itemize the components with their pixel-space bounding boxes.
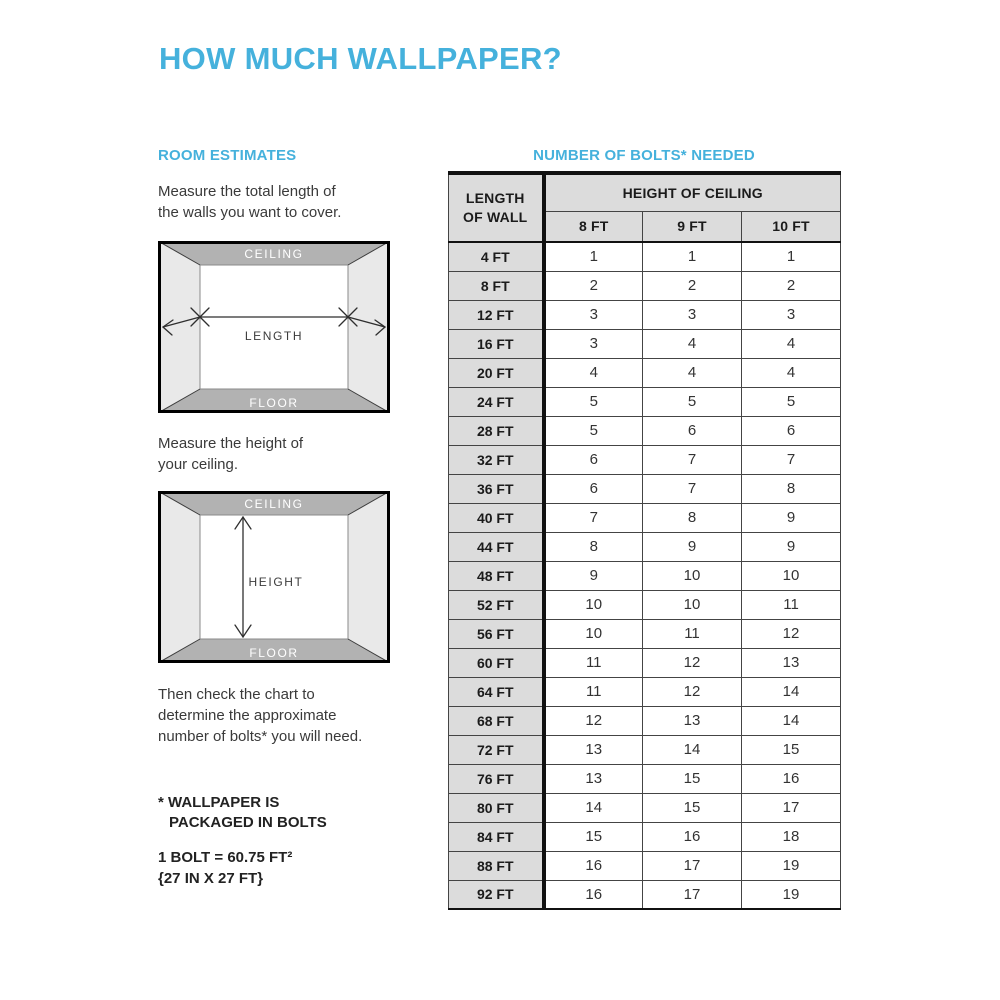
wall-length-cell: 92 FT	[449, 880, 544, 909]
wall-length-cell: 16 FT	[449, 329, 544, 358]
bolts-count-cell: 13	[742, 648, 841, 677]
text-line: the walls you want to cover.	[158, 204, 342, 221]
bolts-count-cell: 17	[643, 880, 742, 909]
wall-length-cell: 32 FT	[449, 445, 544, 474]
wall-length-cell: 76 FT	[449, 764, 544, 793]
bolts-count-cell: 5	[544, 416, 643, 445]
table-row	[449, 590, 841, 619]
floor-label: FLOOR	[249, 396, 299, 410]
wall-length-cell: 40 FT	[449, 503, 544, 532]
bolts-count-cell: 4	[544, 358, 643, 387]
room-estimates-heading: ROOM ESTIMATES	[158, 147, 297, 164]
bolts-count-cell: 1	[742, 242, 841, 271]
table-row	[449, 329, 841, 358]
bolts-count-cell: 12	[643, 677, 742, 706]
wall-length-cell: 24 FT	[449, 387, 544, 416]
wall-length-cell: 72 FT	[449, 735, 544, 764]
table-row	[449, 764, 841, 793]
ceiling-label: CEILING	[244, 497, 304, 511]
bolts-count-cell: 12	[544, 706, 643, 735]
wall-length-cell: 44 FT	[449, 532, 544, 561]
bolts-count-cell: 14	[643, 735, 742, 764]
col-header-8ft: 8 FT	[544, 211, 643, 242]
col-header-10ft: 10 FT	[742, 211, 841, 242]
table-row	[449, 619, 841, 648]
bolts-count-cell: 16	[643, 822, 742, 851]
bolts-count-cell: 6	[643, 416, 742, 445]
bolts-count-cell: 6	[742, 416, 841, 445]
text-line: {27 IN X 27 FT}	[158, 870, 264, 887]
wall-length-cell: 4 FT	[449, 242, 544, 271]
bolts-count-cell: 9	[742, 532, 841, 561]
bolts-count-cell: 6	[544, 445, 643, 474]
bolts-count-cell: 2	[742, 271, 841, 300]
wall-length-cell: 12 FT	[449, 300, 544, 329]
bolts-count-cell: 5	[742, 387, 841, 416]
col-header-9ft: 9 FT	[643, 211, 742, 242]
table-row	[449, 242, 841, 271]
bolts-count-cell: 11	[544, 648, 643, 677]
bolts-count-cell: 15	[643, 793, 742, 822]
bolts-count-cell: 18	[742, 822, 841, 851]
bolts-count-cell: 7	[643, 474, 742, 503]
bolts-count-cell: 14	[742, 706, 841, 735]
bolts-count-cell: 5	[643, 387, 742, 416]
step3-text	[158, 684, 362, 747]
wall-length-cell: 64 FT	[449, 677, 544, 706]
bolts-count-cell: 1	[544, 242, 643, 271]
table-row	[449, 735, 841, 764]
bolts-count-cell: 4	[643, 329, 742, 358]
table-row	[449, 793, 841, 822]
table-row	[449, 300, 841, 329]
right-wall	[348, 491, 390, 663]
bolts-count-cell: 7	[643, 445, 742, 474]
bolts-count-cell: 3	[544, 300, 643, 329]
text-line: determine the approximate	[158, 707, 337, 724]
bolts-count-cell: 11	[544, 677, 643, 706]
back-wall	[200, 265, 348, 389]
bolts-count-cell: 10	[544, 590, 643, 619]
wall-length-cell: 20 FT	[449, 358, 544, 387]
table-row	[449, 880, 841, 909]
text-line: * WALLPAPER IS	[158, 794, 280, 811]
wall-length-cell: 36 FT	[449, 474, 544, 503]
floor-label: FLOOR	[249, 646, 299, 660]
bolts-count-cell: 16	[742, 764, 841, 793]
wall-length-cell: 80 FT	[449, 793, 544, 822]
text-line: PACKAGED IN BOLTS	[169, 814, 327, 831]
bolts-count-cell: 15	[643, 764, 742, 793]
bolts-table-heading: NUMBER OF BOLTS* NEEDED	[533, 147, 755, 164]
bolts-count-cell: 8	[742, 474, 841, 503]
wall-length-cell: 48 FT	[449, 561, 544, 590]
bolts-count-cell: 10	[643, 561, 742, 590]
bolts-count-cell: 12	[742, 619, 841, 648]
table-row	[449, 532, 841, 561]
wall-length-cell: 68 FT	[449, 706, 544, 735]
ceiling-label: CEILING	[244, 247, 304, 261]
bolt-size-note	[158, 847, 292, 889]
bolts-count-cell: 4	[742, 329, 841, 358]
bolts-count-cell: 7	[544, 503, 643, 532]
bolts-count-cell: 15	[742, 735, 841, 764]
text-line: Measure the height of	[158, 435, 304, 452]
bolts-count-cell: 13	[643, 706, 742, 735]
bolts-count-cell: 5	[544, 387, 643, 416]
text-line: Then check the chart to	[158, 686, 315, 703]
wall-length-cell: 88 FT	[449, 851, 544, 880]
table-row	[449, 677, 841, 706]
bolts-count-cell: 15	[544, 822, 643, 851]
bolts-count-cell: 1	[643, 242, 742, 271]
table-row	[449, 851, 841, 880]
bolts-count-cell: 10	[544, 619, 643, 648]
left-wall	[158, 491, 200, 663]
bolts-count-cell: 11	[742, 590, 841, 619]
bolts-count-cell: 3	[544, 329, 643, 358]
page-title: HOW MUCH WALLPAPER?	[159, 41, 562, 76]
wall-length-cell: 84 FT	[449, 822, 544, 851]
bolts-count-cell: 9	[742, 503, 841, 532]
bolts-count-cell: 16	[544, 851, 643, 880]
bolts-count-cell: 17	[643, 851, 742, 880]
bolts-count-cell: 13	[544, 735, 643, 764]
bolts-count-cell: 9	[544, 561, 643, 590]
bolts-count-cell: 16	[544, 880, 643, 909]
wall-length-cell: 8 FT	[449, 271, 544, 300]
table-row	[449, 271, 841, 300]
bolts-footnote	[158, 793, 327, 833]
bolts-table	[448, 171, 841, 910]
bolts-count-cell: 3	[742, 300, 841, 329]
wall-length-cell: 56 FT	[449, 619, 544, 648]
bolts-count-cell: 11	[643, 619, 742, 648]
table-row	[449, 648, 841, 677]
bolts-count-cell: 12	[643, 648, 742, 677]
bolts-count-cell: 3	[643, 300, 742, 329]
bolts-count-cell: 6	[544, 474, 643, 503]
table-row	[449, 474, 841, 503]
table-row	[449, 706, 841, 735]
table-body	[449, 242, 841, 909]
bolts-count-cell: 14	[742, 677, 841, 706]
bolts-count-cell: 8	[643, 503, 742, 532]
table-header-row	[449, 173, 841, 211]
text-line: 1 BOLT = 60.75 FT²	[158, 849, 293, 866]
bolts-count-cell: 13	[544, 764, 643, 793]
bolts-count-cell: 4	[643, 358, 742, 387]
bolts-count-cell: 10	[643, 590, 742, 619]
height-of-ceiling-header: HEIGHT OF CEILING	[544, 173, 841, 211]
step2-text	[158, 433, 303, 475]
text-line: number of bolts* you will need.	[158, 728, 363, 745]
bolts-count-cell: 8	[544, 532, 643, 561]
table-row	[449, 416, 841, 445]
bolts-count-cell: 9	[643, 532, 742, 561]
bolts-count-cell: 2	[544, 271, 643, 300]
wall-length-cell: 60 FT	[449, 648, 544, 677]
table-row	[449, 387, 841, 416]
bolts-count-cell: 14	[544, 793, 643, 822]
table-row	[449, 503, 841, 532]
step1-text	[158, 181, 341, 223]
table-row	[449, 358, 841, 387]
room-length-diagram	[158, 241, 390, 413]
wall-length-cell: 52 FT	[449, 590, 544, 619]
table-row	[449, 445, 841, 474]
text-line: Measure the total length of	[158, 183, 336, 200]
bolts-count-cell: 10	[742, 561, 841, 590]
length-of-wall-header: LENGTH OF WALL	[449, 173, 544, 242]
length-label: LENGTH	[244, 329, 304, 343]
table-row	[449, 561, 841, 590]
bolts-count-cell: 4	[742, 358, 841, 387]
height-label: HEIGHT	[248, 575, 304, 589]
text-line: your ceiling.	[158, 456, 239, 473]
bolts-count-cell: 7	[742, 445, 841, 474]
bolts-count-cell: 19	[742, 851, 841, 880]
table-row	[449, 822, 841, 851]
bolts-count-cell: 2	[643, 271, 742, 300]
bolts-count-cell: 19	[742, 880, 841, 909]
wall-length-cell: 28 FT	[449, 416, 544, 445]
bolts-count-cell: 17	[742, 793, 841, 822]
room-height-diagram	[158, 491, 390, 663]
